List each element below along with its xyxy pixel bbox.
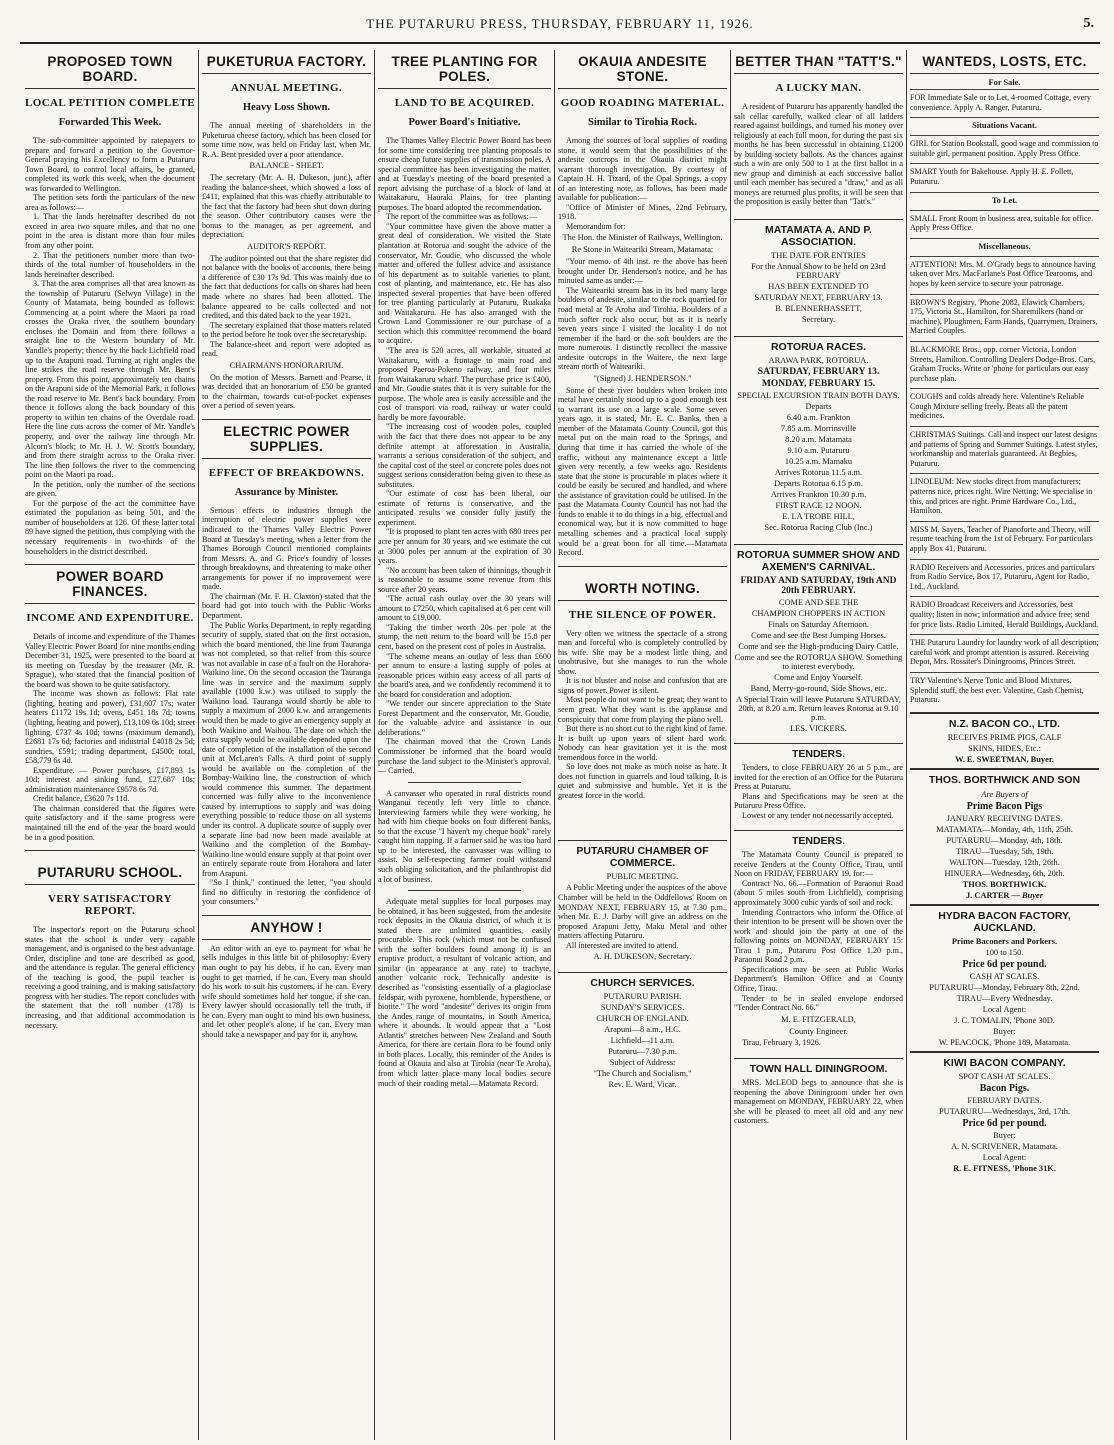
- text-line: BLACKMORE Bros., opp. corner Victoria, London Streets, Hamilton. Controlling Dealers Dodge-Bros. Cars, Graham Trucks. Write or 'phone for particulars our easy purchase plan.: [910, 344, 1096, 383]
- classified-ad: [910, 388, 1099, 424]
- text-line: Prime Baconers and Porkers.: [951, 936, 1058, 946]
- section-miscellaneous: Miscellaneous.: [910, 238, 1099, 254]
- notice-rotorua-races: [734, 356, 903, 532]
- text-line: CHAMPION CHOPPERS IN ACTION: [751, 609, 886, 619]
- text-line: Tender to be in sealed envelope endorsed "Tender Contract No. 66.": [734, 993, 903, 1013]
- text-line: BROWN'S Registry, 'Phone 2082, Elawick Chambers, 175, Victoria St., Hamilton, for Sharemilkers (hand or machine), Ploughmen, Farm Hands, Quarrymen, Drainers, Married Couples.: [910, 297, 1098, 336]
- text-line: "The area is 520 acres, all workable, situated at Waitakaruru, with a frontage to main road and proposed Paeroa-Pokeno railway, and four miles from Waitakaruru wharf. The purchase price is £400, and Mr. Goudie states that it is very suitable for the purpose. The whole area is easily accessible and the cost of transport via road, railway or water could hardly be more favourable.: [378, 346, 551, 422]
- text-line: The chairman (Mr. F. H. Claxton) stated that the board had got into touch with the Public Works Department.: [202, 591, 371, 620]
- text-line: Price 6d per pound.: [962, 958, 1047, 970]
- section-to-let: To Let.: [910, 192, 1099, 208]
- classified-ad: [910, 163, 1099, 189]
- text-line: Price 6d per pound.: [962, 1117, 1047, 1129]
- text-line: Credit balance, £3620 7s 11d.: [33, 794, 130, 804]
- text-line: PUTARURU—Monday, February 8th, 22nd.: [929, 982, 1080, 992]
- text-line: HINUERA—Wednesday, 6th, 20th.: [944, 868, 1065, 878]
- text-line: 2. That the petitioners number more than two-thirds of the total number of householders in the lands hereinafter described.: [25, 250, 195, 279]
- text-line: SATURDAY NEXT, FEBRUARY 13.: [754, 293, 883, 303]
- subhead-forwarded: Forwarded This Week.: [58, 117, 162, 128]
- text-line: "Your committee have given the above matter a great deal of consideration. We visited the State plantation at Rotorua and sought the advice of the conservator, Mr. Goudie, who discussed the whole matter and offered the fullest advice and assistance of his department as to suitable varieties to plant, cost of planting, and maintenance, etc. He has also inspected several properties that have been offered for tree planting particularly at Putaruru, Ruakaka and Waitakaruru. He has also arranged with the Crown Land Commissioner re our purchase of a section which this committee recommend the board to acquire.: [378, 221, 551, 346]
- text-line: Adequate metal supplies for local purposes may be obtained, it has been suggested, from the andesite rock deposits in the Okauia district, of which it is stated there are unlimited quantities, easily procurable. This rock (which must not be confused with the softer boulders found among it) is an eruptive product, a resultant of volcanic action, and similar (in appearance at any rate) to trachyte, another volcanic rock. Technically andesite is described as "consisting essentially of a plagioclase feldspar, with pyroxene, hornblende, hypersthene, or biotite." The word "andesite" derives its origin from the Andes range of mountains, in South America, where it abounds. It would appear that a "Lost Atlantis" stretches between New Zealand and South America, for there are certain flora to be found only in both places. Locally, this reminder of the Andes is found at Okauia and also at Tirohia (near Te Aroha), from which latter place many local bodies secure much of their roading metal.—Matamata Record.: [378, 897, 551, 1088]
- text-line: On the motion of Messrs. Barnett and Pearse, it was decided that an honorarium of £50 be granted to the chairman, towards cut-of-pocket expenses over a period of seven years.: [202, 372, 371, 411]
- headline-chamber-of-commerce: PUTARURU CHAMBER OF COMMERCE.: [576, 845, 709, 870]
- text-line: The Public Works Department, in reply regarding security of supply, stated that on the first occasion, which the board mentioned, the line from Tauranga was not completed, so that relief from this source was not available in case of a fault on the Horahora-Waikino line. On the second occasion the Tauranga line was in service and the maximum supply available (1000 k.w.) was utilised to supply the Waikino load. Tauranga would shortly be able to supply a maximum of 2000 k.w. and arrangements would then be made to give an emergency supply at both Waikino and Waihou. The date on which the extra supply would be available depended upon the date of completion of the installation of the second unit at McLaren's Falls. A third point of supply would be available on the completion of the Bombay-Waikino line, the construction of which would commence this summer. The department concerned was fully alive to the inconvenience caused by interruptions to supply and was doing everything possible to reduce those on all systems under its control. A duplicate source of supply over a separate line had now been made available at Waikino and the completion of the Bombay-Waikino line would ensure supply at that point over an entirely separate route from Horahora and later from Arapuni.: [202, 620, 372, 878]
- text-line: W. PEACOCK, 'Phone 189, Matamata.: [938, 1037, 1071, 1047]
- text-line: Secretary.: [801, 315, 836, 325]
- text-line: In the petition, only the number of the sections are given.: [25, 479, 195, 499]
- text-line: "(Signed) J. HENDERSON.": [593, 373, 692, 383]
- text-line: For the Annual Show to be held on 23rd FEBRUARY: [751, 262, 886, 281]
- text-line: "Your memo. of 4th inst. re the above has been brought under Dr. Henderson's notice, and he has minuted same as under:—: [558, 257, 727, 286]
- text-line: Come and see the Best Jumping Horses.: [751, 631, 886, 641]
- article-tatts: [734, 102, 903, 207]
- text-line: All interested are invited to attend.: [566, 940, 679, 950]
- text-line: Re Stone in Waiteariki Stream, Matamata:: [571, 245, 714, 255]
- text-line: SPOT CASH AT SCALES.: [958, 1071, 1051, 1081]
- text-line: Arapuni—8 a.m., H.C.: [604, 1025, 681, 1035]
- text-line: Finals on Saturday Afternoon.: [768, 620, 869, 630]
- subhead-petition: LOCAL PETITION COMPLETE: [25, 97, 195, 109]
- text-line: The Thames Valley Electric Power Board has been for some time considering tree planting proposals to ensure cheap future supplies of transmission poles. A special committee has been investigating the matter, and at Tuesday's meeting of the board presented a report advising the purchase of a block of land at Waitakaruru, Hauraki Plains, for tree planting purposes. The board adopted the recommendation.: [378, 136, 551, 212]
- classified-ad: [910, 89, 1099, 115]
- text-line: B. BLENNERHASSETT,: [775, 304, 862, 314]
- text-line: R. E. FITNESS, 'Phone 31K.: [953, 1163, 1056, 1173]
- text-line: SATURDAY, FEBRUARY 13.: [757, 367, 880, 378]
- text-line: A Public Meeting under the auspices of the above Chamber will be held in the Oddfellows' Room on MONDAY NEXT, FEBRUARY 15, at 7.30 p.m., when Mr. E. J. Darby will give an address on the proposed Arapuni Jetty, Maku Metal and other matters affecting Putaruru.: [558, 883, 727, 941]
- text-line: The income was shown as follows: Flat rate (lighting, heating and power), £31,607 17s; water heaters £1172 19s 1d; ovens, £451 18s 7d; towns (lighting, heating and power), £13,109 6s 10d; street lighting, £737 4s 10d; towns (maximum demand), £2681 17s 6d; factories and industrial £4018 2s 5d; sundries, £591; trading department, £4500; total, £58,779 6s 4d.: [25, 689, 195, 766]
- headline-puketurua: PUKETURUA FACTORY.: [206, 54, 367, 69]
- classified-ad: [910, 210, 1099, 236]
- text-line: A Special Train will leave Putaruru SATURDAY, 20th, at 8.20 a.m. Return leaves Rotorua at 9.10 p.m.: [736, 695, 901, 723]
- masthead: [20, 8, 1100, 44]
- column-3: [374, 50, 554, 1440]
- text-line: Very often we witness the spectacle of a strong man and forceful who is completely controlled by his wife. She may be a modest little thing, and unobtrusive, but she manages to run the whole show.: [558, 628, 727, 676]
- text-line: Prime Bacon Pigs: [966, 800, 1043, 812]
- headline-tenders-press: TENDERS.: [791, 748, 846, 761]
- text-line: But there is no short cut to the right kind of fame. It is built up upon years of silent hard work. Nobody can hear gravitation yet it is the most tremendous force in the world.: [558, 724, 727, 762]
- classified-ad: [910, 341, 1099, 386]
- notice-kiwi-bacon: [910, 1072, 1099, 1173]
- text-line: "The increasing cost of wooden poles, coupled with the fact that there does not appear to be any definite attempt at afforestation in Australia, warrants a serious consideration of the subject, and the capital cost of the steel or concrete poles does not suggest serious consideration being given to these as substitutes.: [378, 422, 551, 489]
- text-line: Subject of Address:: [609, 1058, 676, 1068]
- subhead-initiative: Power Board's Initiative.: [408, 117, 521, 128]
- classified-ad: [910, 634, 1099, 670]
- text-line: LES. VICKERS.: [790, 724, 847, 734]
- text-line: CHURCH OF ENGLAND.: [596, 1014, 689, 1024]
- subhead-land: LAND TO BE ACQUIRED.: [394, 97, 535, 109]
- text-line: 7.85 a.m. Morrinsville: [780, 424, 857, 434]
- notice-summer-show: [734, 576, 903, 733]
- article-school: [25, 925, 195, 1030]
- text-line: So love does not make as much noise as hate. It does not function in quarrels and loud talking. It is quiet and submissive and humble. Yet it is the greatest force in the world.: [558, 762, 727, 800]
- text-line: Tenders, to close FEBRUARY 26 at 5 p.m., are invited for the erection of an Office for the Putaruru Press at Putaruru.: [734, 763, 903, 792]
- text-line: FIRST RACE 12 NOON.: [775, 501, 862, 511]
- headline-dining-room: TOWN HALL DININGROOM.: [749, 1062, 888, 1075]
- text-line: The Waiteariki stream has in its bed many large boulders of andesite, similar to the rock quarried for road metal at Te Aroha and Tirohia. Boulders of a much softer rock also occur, but as it is nearly seven years since I visited the locality I do not remember if the hard or the soft boulders are the more numerous. I distinctly recollect the massive andesite outcrops in the Waitere, the next large stream north of Waiteariki.: [558, 285, 727, 372]
- text-line: 3. That the area comprises all that area known as the township of Putaruru (Selwyn Village) in the County of Matamata, being bounded as follows: Commencing at a point where the Maori pa road crosses the Oraka river, the southern boundary encloses the Domain and from there follows a straight line to the Western boundary of Mr. Yandle's property; thence by the back Lichfield road up to the Arapuni road. Turning at right angles the line strikes the road reserve through Mr. Bent's property. From this point, approximately ten chains on the Arapuni side of the Memorial Park, it follows the road reserve to Mr. Bent's back boundary. From thence it follows along the back boundary of this property to within ten chains of the Overdale road. Here the line cuts across the corner of Mr. Yandle's property, and over the railway line through Mr. Alcorn's block; to Mr. H. J. W. Scott's boundary, and from there straight across to the Oraka river. The line then follows the river to the commencing point on the Maori pa road.: [25, 279, 195, 480]
- text-line: FEBRUARY DATES.: [967, 1095, 1042, 1105]
- text-line: The secretary (Mr. A. H. Dukeson, junr.), after reading the balance-sheet, which showed a loss of £411, explained that this was chiefly attributable to the fact that the factory had been shut down during the season. Other contributory causes were the bonus to the manager, as per agreement, and depreciation.: [202, 173, 371, 240]
- classified-ad: [910, 559, 1099, 595]
- text-line: M. E. FITZGERALD,: [781, 1014, 856, 1024]
- headline-tenders-county: TENDERS.: [791, 835, 846, 848]
- notice-borthwick: [910, 789, 1099, 900]
- text-line: PUTARURU—Wednesdays, 3rd, 17th.: [938, 1106, 1071, 1116]
- section-for-sale: For Sale.: [988, 78, 1021, 87]
- text-line: Some of these river boulders when broken into metal have certainly stood up to a good enough test to warrant its use on a large scale. Some seven years ago, it is stated, Mr. E. C. Banks, then a member of the Matamata County Council, got this metal put on the main road to the Springs, and during that time it has carried the whole of the traffic, without any maintenance except a little given very recently, a few weeks ago. Residents state that the stone is procurable in places where it could be easily be secured and handled, and where the assistance of gravitation could be utilised. In the past the Matamata County Council has not had the funds to enable it to do things in a big, effectual and economical way, but it is now committed to huge metalling schemes and a practical local supply would be a great boon for all time.—Matamata Record.: [558, 385, 727, 558]
- text-line: Buyer:: [993, 1130, 1016, 1140]
- subhead-heavy-loss: Heavy Loss Shown.: [242, 102, 331, 113]
- column-5: [730, 50, 906, 1440]
- text-line: TIRAU—Tuesday, 5th, 19th.: [955, 846, 1054, 856]
- masthead-title: THE PUTARURU PRESS, THURSDAY, FEBRUARY 11, 1926.: [366, 16, 754, 31]
- text-line: COUGHS and colds already here. Valentine's Reliable Cough Mixture selling freely. Beats all the patent medicines.: [910, 392, 1084, 421]
- text-line: Come and Enjoy Yourself.: [774, 673, 863, 683]
- text-line: Departs: [805, 402, 832, 412]
- classified-ad: [910, 426, 1099, 471]
- text-line: County Engineer.: [789, 1026, 848, 1036]
- text-line: A canvasser who operated in rural districts round Wanganui recently left very little to chance. Interviewing farmers while they were working, he had with him cheque books on four different banks, so that the excuse "I haven't my cheque book" rarely caught him napping. If a farmer said he was too hard up to be interested, the canvasser was willing to assist. No self-respecting farmer could withstand such obliging solicitation, and the philanthropist did a lot of business.: [378, 788, 551, 884]
- text-line: Come and see the High-producing Dairy Cattle.: [738, 642, 899, 652]
- text-line: The inspector's report on the Putaruru school states that the school is under very capable management, and is organised to the best advantage. Order, discipline and tone are described as good, and the attendance is regular. The general efficiency of the teaching is good, the pupil teacher is receiving a good training, and is making satisfactory progress with her studies. The report concludes with the statement that the roll number (178) is increasing, and that additional accommodation is necessary.: [25, 925, 195, 1030]
- classified-ad: [910, 256, 1099, 292]
- text-line: Memorandum for:: [566, 221, 626, 231]
- headline-town-board: PROPOSED TOWN BOARD.: [47, 54, 173, 84]
- text-line: Departs Rotorua 6.15 p.m.: [774, 479, 863, 489]
- text-line: LINOLEUM: New stocks direct from manufacturers; patterns nice, prices right. Wire Netting: We specialise in this, and prices are right. Prime Hardware Co., Ltd., Hamilton.: [910, 477, 1093, 516]
- text-line: The report of the committee was as follows:—: [386, 212, 537, 222]
- text-line: Buyer:: [993, 1026, 1016, 1036]
- text-line: CASH AT SCALES.: [969, 971, 1040, 981]
- headline-worth-noting: WORTH NOTING.: [585, 580, 700, 596]
- text-line: Come and see the ROTORUA SHOW. Something to interest everybody.: [734, 653, 903, 672]
- subhead-lucky-man: A LUCKY MAN.: [775, 82, 862, 94]
- article-finances: [25, 632, 195, 842]
- text-line: RADIO Broadcast Receivers and Accessories, best quality; listen in now; information and advice free; send for price lists. Radio Limited, Herald Buildings, Auckland.: [910, 600, 1099, 629]
- headline-borthwick: THOS. BORTHWICK AND SON: [928, 773, 1081, 786]
- text-line: An editor with an eye to payment for what he sells indulges in this little bit of philosophy: Every man ought to pay his debts, if he can. Every man ought to get married, if he can. Every man should do his work to suit his customers, if he can. Every wife should sometimes hold her tongue, if she can. Every lawyer should occasionally tell the truth, if he can. Every man ought to mind his own business, and let other people's alone, if he can. Every man should take a newspaper and pay for it, anyhow.: [202, 943, 371, 1039]
- subhead-annual-meeting: ANNUAL MEETING.: [230, 82, 343, 94]
- text-line: Details of income and expenditure of the Thames Valley Electric Power Board for nine months ending December 31, 1925, were presented to the board at its meeting on Tuesday by the treasurer (Mr. R. Sprague), who stated that the financial position of the board was shown to be quite satisfactory.: [25, 632, 195, 689]
- text-line: "No account has been taken of thinnings, though it is reasonable to assume some revenue from this source after 20 years.: [378, 565, 551, 594]
- text-line: ATTENTION! Mrs. M. O'Grady begs to announce having taken over Mrs. MacFarlane's Post Office Tearooms, and hopes by keen service to secure your patronage.: [910, 259, 1096, 288]
- headline-hydra-bacon: HYDRA BACON FACTORY, AUCKLAND.: [938, 909, 1071, 934]
- headline-wanteds: WANTEDS, LOSTS, ETC.: [922, 54, 1087, 69]
- column-4: [554, 50, 730, 1440]
- nz-bacon-line: SKINS, HIDES, Etc.:: [968, 743, 1041, 753]
- text-line: MATAMATA—Monday, 4th, 11th, 25th.: [936, 824, 1073, 834]
- text-line: HAS BEEN EXTENDED TO: [768, 282, 869, 292]
- text-line: RADIO Receivers and Accessories, prices and particulars from Radio Service, Box 17, Putaruru, Agent for Radio, Ltd., Auckland.: [910, 562, 1095, 591]
- text-line: PUTARURU—Monday, 4th, 18th.: [946, 835, 1063, 845]
- nz-bacon-line: RECEIVES PRIME PIGS, CALF: [947, 732, 1062, 742]
- subhead-breakdowns: EFFECT OF BREAKDOWNS.: [208, 466, 365, 479]
- headline-tatts: BETTER THAN "TATT'S.": [735, 54, 902, 69]
- subhead-roading: GOOD ROADING MATERIAL.: [560, 97, 725, 109]
- text-line: ARAWA PARK, ROTORUA.: [768, 356, 869, 366]
- text-line: E. LA TROBE HILL,: [782, 512, 855, 522]
- subhead-tirohia: Similar to Tirohia Rock.: [588, 117, 697, 128]
- text-line: 1. That the lands hereinafter described do not exceed in area two square miles, and that no one point in the area is distant more than four miles from any other point.: [25, 212, 195, 251]
- article-town-board: [25, 136, 195, 556]
- article-canvasser: [378, 789, 551, 884]
- text-line: "We tender our sincere appreciation to the State Forest Department and the conservator, Mr. Goudie, for the valuable advice and assistance in our deliberations.": [378, 699, 551, 737]
- subhead-assurance: Assurance by Minister.: [234, 486, 339, 498]
- text-line: Putaruru—7.30 p.m.: [608, 1047, 677, 1057]
- text-line: FRIDAY AND SATURDAY, 19th AND 20th FEBRUARY.: [740, 576, 897, 597]
- text-line: MISS M. Sayers, Teacher of Pianoforte and Theory, will resume teaching from the 1st of February. For particulars apply Box 41, Putaruru.: [910, 524, 1093, 553]
- text-line: 8.20 a.m. Matamata: [785, 435, 852, 445]
- text-line: CHRISTMAS Suitings. Call and inspect our latest designs and patterns of Spring and Summer Suitings. Latest styles, workmanship and materials guaranteed. At Begbies, Putaruru.: [910, 430, 1098, 468]
- text-line: JANUARY RECEIVING DATES.: [946, 813, 1063, 823]
- text-line: WALTON—Tuesday, 12th, 26th.: [949, 857, 1060, 867]
- text-line: Most people do not want to be great; they want to seem great. What they want is the applause and conspicuity that come from playing the piano well.: [558, 695, 727, 724]
- text-line: J. CARTER — Buyer: [966, 890, 1043, 900]
- text-line: The petition sets forth the particulars of the new area as follows:—: [25, 193, 195, 212]
- headline-electric-power: ELECTRIC POWER SUPPLIES.: [223, 423, 350, 454]
- text-line: Plans and Specifications may be seen at the Putaruru Press Office.: [734, 791, 903, 811]
- classified-ad: [910, 473, 1099, 518]
- text-line: A. H. DUKESON, Secretary.: [593, 952, 692, 962]
- text-line: COME AND SEE THE: [778, 598, 859, 608]
- text-line: Serious effects to industries through the interruption of electric power supplies were indicated to the Thames Valley Electric Power Board at Tuesday's meeting, when a letter from the Thames Borough Council mentioned complaints from Messrs. A. and G. Price's foundry of losses through breakdowns, and threatening to make other arrangements for power if no improvement were made.: [202, 505, 371, 592]
- text-line: Sec. Rotorua Racing Club (Inc.): [764, 523, 873, 533]
- text-line: The chairman moved that the Crown Lands Commissioner be informed that the board would purchase the land subject to the Minister's approval. — Carried.: [378, 737, 551, 776]
- classified-ad: [910, 672, 1099, 708]
- classified-ad: [910, 521, 1099, 557]
- text-line: Arrives Rotorua 11.5 a.m.: [774, 468, 863, 478]
- text-line: Rev. E. Ward, Vicar.: [608, 1080, 677, 1090]
- text-line: A resident of Putaruru has apparently handled the salt cellar carefully, walked clear of all ladders reared against buildings, and turned his money over religiously at each full moon, for during the past six months he has been successful in obtaining £1200 by building society ballots. As the chances against such a win are only 500 to 1 at the first ballot in a new group and diminish at each successive ballot until each member has secured a "draw," and as all moneys are returned plus profits, it will be seen that the proposition is easily better than "Tatt's.": [734, 102, 903, 207]
- notice-ap-association: [734, 251, 903, 324]
- article-worth-noting: [558, 629, 727, 801]
- classified-ad: [910, 294, 1099, 339]
- text-line: SMALL Front Room in business area, suitable for office. Apply Press Office.: [910, 213, 1094, 233]
- text-line: "So I think," continued the letter, "you should find no difficulty in restoring the confidence of your consumers.": [202, 878, 371, 907]
- text-line: THE Putaruru Laundry for laundry work of all description; careful work and prompt attention is assured. Receiving Depot, Mrs. Rossiter's Diningrooms, Princes Street.: [910, 638, 1099, 667]
- headline-ap-association: MATAMATA A. AND P. ASSOCIATION.: [765, 224, 872, 249]
- text-line: The Matamata County Council is prepared to receive Tenders at the County Office, Tirau, until Noon on FRIDAY, FEBRUARY 19, for:—: [734, 850, 903, 879]
- headline-church-services: CHURCH SERVICES.: [590, 977, 695, 990]
- text-line: THE DATE FOR ENTRIES: [771, 251, 866, 261]
- text-line: SPECIAL EXCURSION TRAIN BOTH DAYS.: [737, 391, 900, 401]
- headline-school: PUTARURU SCHOOL.: [37, 865, 183, 881]
- text-line: SUNDAY'S SERVICES.: [600, 1003, 685, 1013]
- text-line: BALANCE - SHEET.: [249, 161, 324, 171]
- text-line: It is not bluster and noise and confusion that are signs of power. Power is silent.: [558, 676, 727, 695]
- article-tree-planting: [378, 136, 551, 776]
- notice-church: [558, 992, 727, 1089]
- text-line: Tirau, February 3, 1926.: [742, 1038, 821, 1048]
- text-line: SMART Youth for Bakehouse. Apply H. E. Follett, Putaruru.: [910, 167, 1074, 186]
- text-line: 6.40 a.m. Frankton: [786, 413, 851, 423]
- classified-ad: [910, 596, 1099, 632]
- text-line: Local Agent:: [982, 1152, 1027, 1162]
- text-line: Contract No. 66.—Formation of Paraonui Road (about 5 miles south from Lichfield), comprising approximately 3000 cubic yards of soil and rock.: [734, 878, 903, 908]
- text-line: Lowest or any tender not necessarily accepted.: [742, 810, 894, 820]
- text-line: GIRL for Station Bookstall, good wage and commission to suitable girl, permanent position. Apply Press Office.: [910, 139, 1099, 158]
- text-line: "Office of Minister of Mines, 22nd February, 1918.: [558, 202, 727, 222]
- headline-kiwi-bacon: KIWI BACON COMPANY.: [943, 1056, 1066, 1069]
- text-line: AUDITOR'S REPORT.: [247, 241, 326, 251]
- subhead-income: INCOME AND EXPENDITURE.: [26, 612, 194, 625]
- text-line: 100 to 150.: [985, 947, 1024, 957]
- text-line: TIRAU—Every Wednesday.: [956, 993, 1053, 1003]
- article-metal-supplies: [378, 897, 551, 1088]
- subhead-silence: THE SILENCE OF POWER.: [568, 608, 717, 621]
- article-anyhow: [202, 944, 371, 1039]
- text-line: Specifications may be seen at Public Works Department's Hamilton Office and at County Office, Tirau.: [734, 964, 903, 993]
- text-line: FOR Immediate Sale or to Let, 4-roomed Cottage, every convenience. Apply A. Ranger, Putaruru.: [910, 93, 1091, 112]
- article-electric-power: [202, 506, 371, 907]
- article-okauia: [558, 136, 727, 558]
- subhead-school: VERY SATISFACTORY REPORT.: [48, 893, 172, 918]
- text-line: "It is proposed to plant ten acres with 680 trees per acre per annum for 30 years, and we estimate the cut at 3000 poles per annum at the expiration of 30 years.: [378, 527, 551, 566]
- notice-tenders-county: [734, 850, 903, 1048]
- text-line: For the purpose of the act the committee have estimated the population as being 501, and the number of householders at 126. Of these latter total 89 have signed the petition, thus complying with the necessary requirements in two-thirds of the householders in the district described.: [25, 498, 195, 556]
- column-2: [198, 50, 374, 1440]
- headline-okauia: OKAUIA ANDESITE STONE.: [578, 54, 707, 84]
- column-1: [22, 50, 198, 1440]
- text-line: MONDAY, FEBRUARY 15.: [761, 379, 876, 390]
- text-line: 9.10 a.m. Putaruru: [787, 446, 850, 456]
- text-line: Band, Merry-go-round, Side Shows, etc.: [750, 684, 887, 694]
- text-line: Are Buyers of: [981, 788, 1028, 799]
- section-situations: Situations Vacant.: [910, 117, 1099, 133]
- text-line: Bacon Pigs.: [979, 1082, 1030, 1094]
- text-line: CHAIRMAN'S HONORARIUM.: [229, 360, 344, 370]
- subhead-public-meeting: PUBLIC MEETING.: [606, 872, 679, 882]
- headline-rotorua-races: ROTORUA RACES.: [770, 341, 867, 354]
- text-line: Arrives Frankton 10.30 p.m.: [770, 490, 867, 500]
- text-line: The balance-sheet and report were adopted as read.: [202, 339, 371, 359]
- classified-ad: [910, 135, 1099, 161]
- article-puketurua: [202, 121, 371, 411]
- headline-tree-planting: TREE PLANTING FOR POLES.: [391, 54, 538, 84]
- text-line: TRY Valentine's Nerve Tonic and Blood Mixtures. Splendid stuff, the best ever. Valentine, Cash Chemist, Putaruru.: [910, 675, 1084, 705]
- text-line: The Hon. the Minister of Railways, Wellington.: [562, 233, 723, 243]
- text-line: Local Agent:: [982, 1004, 1027, 1014]
- text-line: "The scheme means an outlay of less than £600 per annum to ensure a lasting supply of poles at reasonable prices within easy access of all parts of the board's area, and we confidently recommend it to the board for consideration and adoption.: [378, 651, 551, 699]
- headline-summer-show: ROTORUA SUMMER SHOW AND AXEMEN'S CARNIVAL.: [737, 549, 900, 574]
- text-line: The sub-committee appointed by ratepayers to prepare and forward a petition to the Governor-General praying his Excellency to form a Putaruru Town Board, to control local affairs, be granted, completed its work this week, when the document was forwarded to Wellington.: [25, 136, 195, 193]
- text-line: 10.25 a.m. Mamaku: [784, 457, 853, 467]
- notice-tenders-press: [734, 763, 903, 820]
- text-line: Intending Contractors who inform the Office of their intention to be present will be shown over the work and should join the party at one of the following points on MONDAY, FEBRUARY 15: Tirau 1 p.m., Putaruru Post Office 1.20 p.m., Paraonui Road 2 p.m.: [734, 907, 903, 965]
- column-6: [906, 50, 1102, 1440]
- text-line: MRS. McLEOD begs to announce that she is reopening the above Diningroom under her own management on MONDAY, FEBRUARY 22, when she will be pleased to meet all old and any new customers.: [734, 1077, 903, 1126]
- page-number: 5.: [1083, 16, 1094, 31]
- text-line: J. C. TOMALIN, 'Phone 30D.: [954, 1015, 1055, 1025]
- text-line: The annual meeting of shareholders in the Puketurua cheese factory, which has been closed for some time now, was held on Friday last, when Mr. R. A. Bent presided over a poor attendance.: [202, 121, 371, 159]
- text-line: The auditor pointed out that the share register did not balance with the books of accounts, there being a difference of £30 17s 9d. This was mainly due to the fact that deductions for calls on shares had been made where no shares had been allotted. The balance appeared to be calls collected and not credited, and this dated back to the year 1921.: [202, 253, 371, 321]
- text-line: THOS. BORTHWICK.: [962, 879, 1047, 889]
- text-line: The secretary explained that those matters related to the period before he took over the secretaryship.: [202, 320, 371, 340]
- notice-dining-room: [734, 1078, 903, 1126]
- headline-power-board-finances: POWER BOARD FINANCES.: [56, 569, 164, 600]
- headline-nz-bacon: N.Z. BACON CO., LTD.: [948, 717, 1061, 730]
- text-line: Among the sources of local supplies of roading stone, it would seem that the possibilities of the andesite outcrops in the Okauia district might warrant thorough investigation. By courtesy of Captain H. H. Tizard, of the Opal Springs, a copy of an interesting note, as follows, has been made available for publication:—: [558, 136, 727, 203]
- text-line: A. N. SCRIVENER, Matamata.: [951, 1141, 1058, 1151]
- text-line: PUTARURU PARISH.: [603, 992, 682, 1002]
- text-line: The chairman considered that the figures were quite satisfactory and if the same progress were maintained till the end of the year the board would be in a good position.: [25, 803, 195, 842]
- text-line: Expenditure. — Power purchases, £17,893 1s 10d; interest and sinking fund, £27,687 10s; administration maintenance £9578 6s 7d.: [25, 765, 195, 794]
- notice-chamber: [558, 883, 727, 962]
- notice-hydra-bacon: [910, 937, 1099, 1047]
- headline-anyhow: ANYHOW !: [250, 919, 323, 935]
- nz-bacon-buyer: W. E. SWEETMAN, Buyer.: [955, 754, 1054, 764]
- text-line: Lichfield—11 a.m.: [610, 1036, 675, 1046]
- text-line: "Taking the timber worth 20s per pole at the stump, the nett return to the board will be 15.8 per cent, based on the present cost of poles in Australia.: [378, 622, 551, 651]
- text-line: "The actual cash outlay over the 30 years will amount to £7250, which capitalised at 6 per cent will amount to £19,000.: [378, 594, 551, 623]
- text-line: "Our estimate of cost has been liberal, our estimate of returns is conservative, and the anticipated results we consider fully justify the experiment.: [378, 489, 551, 527]
- text-line: "The Church and Socialism.": [593, 1069, 692, 1079]
